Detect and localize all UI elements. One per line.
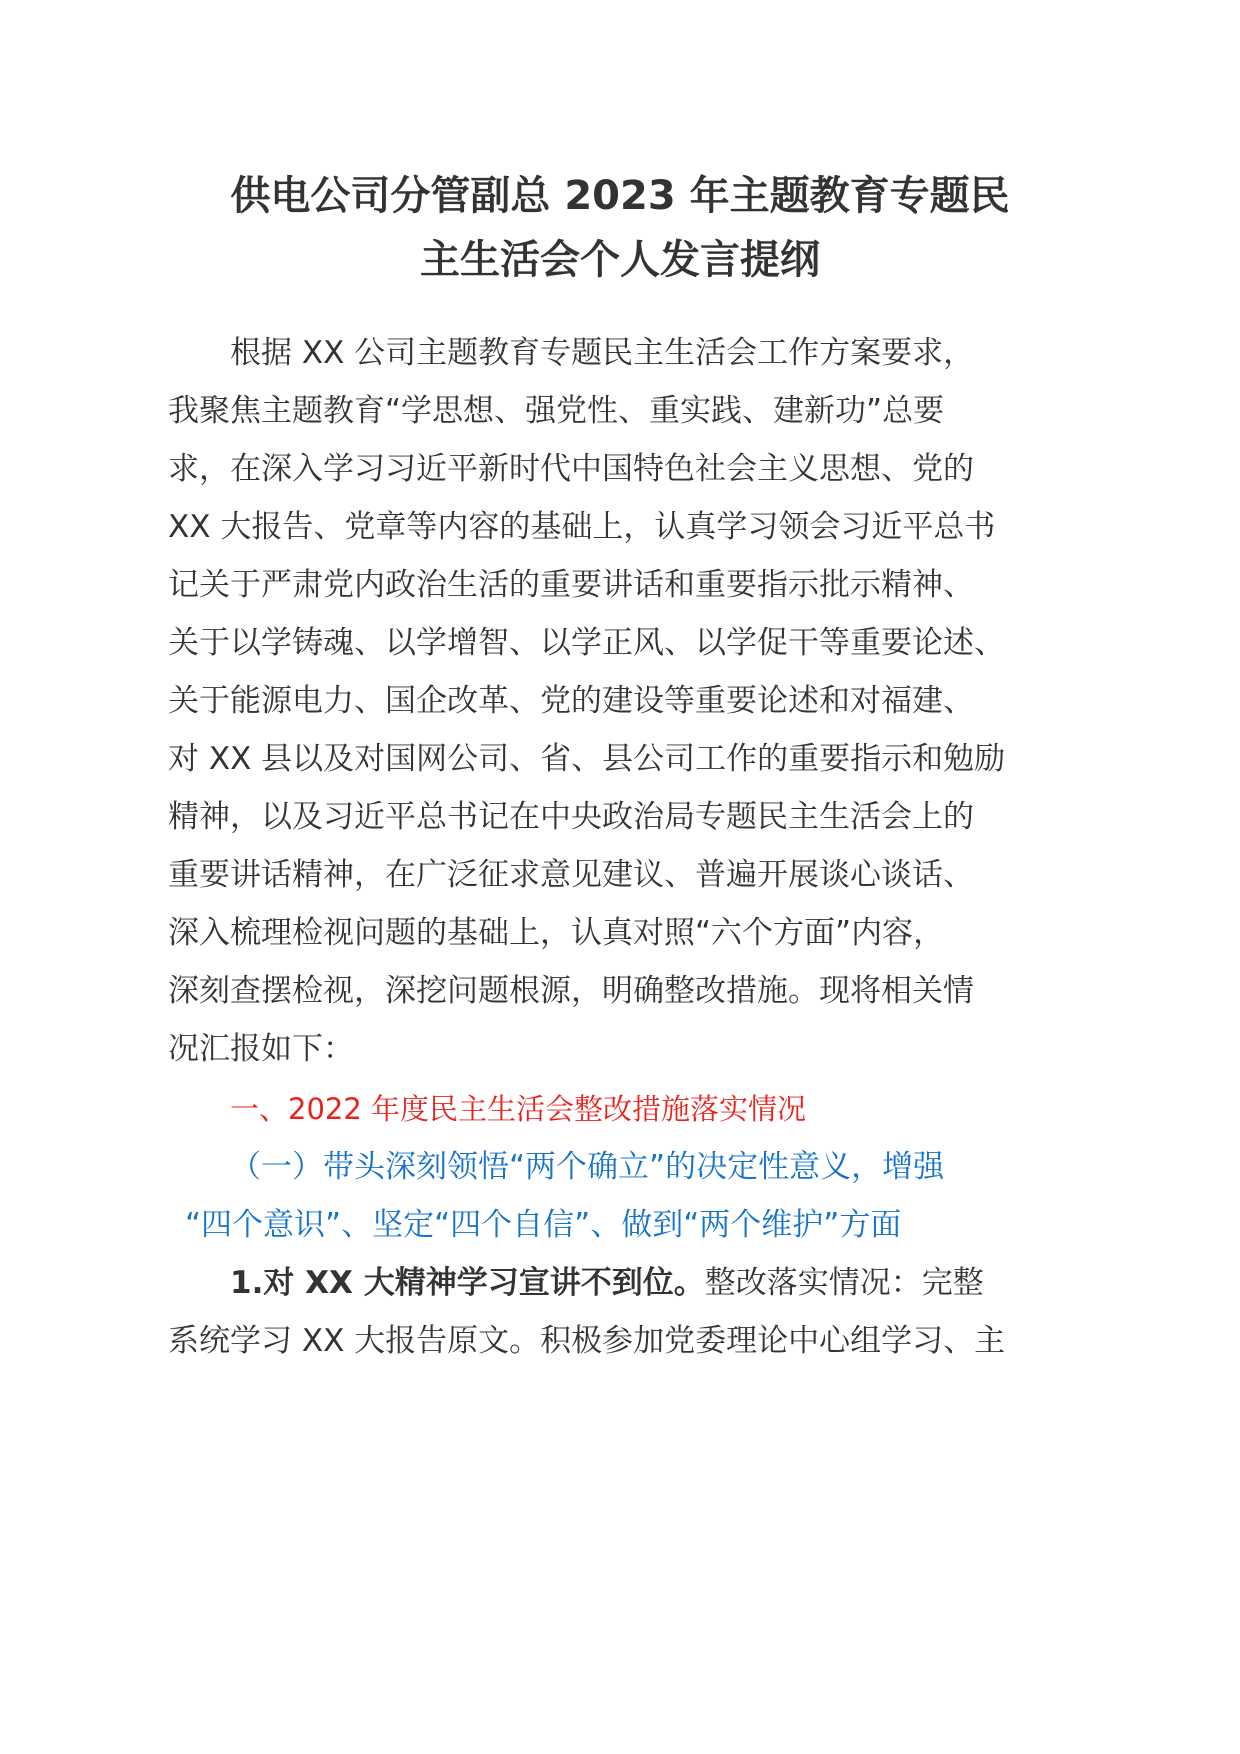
section-heading: 一、2022 年度民主生活会整改措施落实情况	[230, 1092, 807, 1126]
item-lead-rest: 整改落实情况：完整	[704, 1265, 984, 1301]
subsection-heading-line-2: “四个意识”、坚定“四个自信”、做到“两个维护”方面	[185, 1207, 902, 1243]
intro-line: 对 XX 县以及对国网公司、省、县公司工作的重要指示和勉励	[168, 741, 1006, 777]
intro-line: 况汇报如下：	[168, 1031, 354, 1067]
intro-line: XX 大报告、党章等内容的基础上，认真学习领会习近平总书	[168, 509, 996, 545]
intro-line: 关于以学铸魂、以学增智、以学正风、以学促干等重要论述、	[168, 625, 1005, 661]
item-paragraph-line-1	[230, 1261, 984, 1305]
intro-line: 深入梳理检视问题的基础上，认真对照“六个方面”内容，	[168, 915, 945, 951]
intro-line: 关于能源电力、国企改革、党的建设等重要论述和对福建、	[168, 683, 974, 719]
intro-line: 重要讲话精神，在广泛征求意见建议、普遍开展谈心谈话、	[168, 857, 974, 893]
intro-line: 根据 XX 公司主题教育专题民主生活会工作方案要求，	[230, 335, 975, 371]
intro-line: 求，在深入学习习近平新时代中国特色社会主义思想、党的	[168, 451, 974, 487]
intro-line: 记关于严肃党内政治生活的重要讲话和重要指示批示精神、	[168, 567, 974, 603]
item-lead-bold: 1.对 XX 大精神学习宣讲不到位。	[230, 1265, 705, 1301]
intro-line: 我聚焦主题教育“学思想、强党性、重实践、建新功”总要	[168, 393, 945, 429]
document-title-line-1: 供电公司分管副总 2023 年主题教育专题民	[230, 173, 1010, 219]
intro-line: 精神，以及习近平总书记在中央政治局专题民主生活会上的	[168, 799, 974, 835]
subsection-heading-line-1: （一）带头深刻领悟“两个确立”的决定性意义，增强	[230, 1149, 945, 1185]
item-paragraph-line-2: 系统学习 XX 大报告原文。积极参加党委理论中心组学习、主	[168, 1323, 1006, 1359]
intro-line: 深刻查摆检视，深挖问题根源，明确整改措施。现将相关情	[168, 973, 974, 1009]
document-title-line-2: 主生活会个人发言提纲	[420, 237, 820, 283]
